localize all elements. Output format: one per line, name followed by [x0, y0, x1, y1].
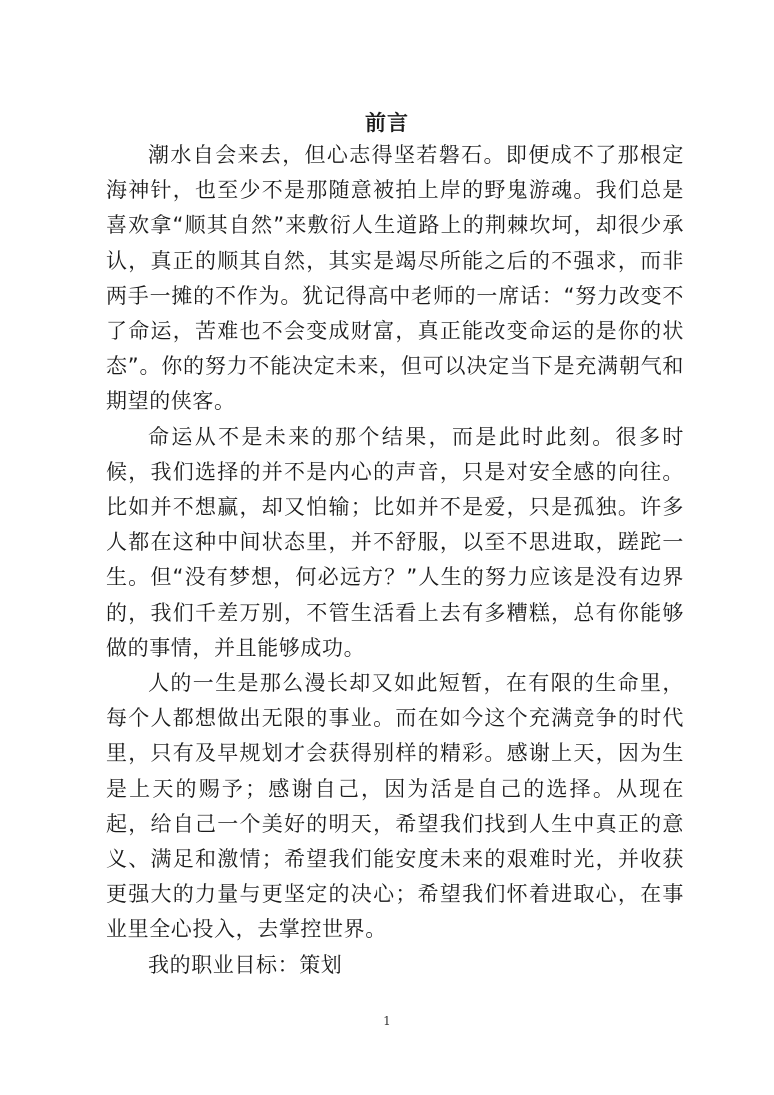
document-body	[106, 138, 684, 983]
paragraph-3: 人的一生是那么漫长却又如此短暂，在有限的生命里，每个人都想做出无限的事业。而在如今这个充满竞争的时代里，只有及早规划才会获得别样的精彩。感谢上天，因为生是上天的赐予；感谢自己，因为活是自己的选择。从现在起，给自己一个美好的明天，希望我们找到人生中真正的意义、满足和激情；希望我们能安度未来的艰难时光，并收获更强大的力量与更坚定的决心；希望我们怀着进取心，在事业里全心投入，去掌控世界。	[106, 671, 684, 942]
paragraph-1: 潮水自会来去，但心志得坚若磐石。即便成不了那根定海神针，也至少不是那随意被拍上岸的野鬼游魂。我们总是喜欢拿“顺其自然”来敷衍人生道路上的荆棘坎坷，却很少承认，真正的顺其自然，其实是竭尽所能之后的不强求，而非两手一摊的不作为。犹记得高中老师的一席话：“努力改变不了命运，苦难也不会变成财富，真正能改变命运的是你的状态”。你的努力不能决定未来，但可以决定当下是充满朝气和期望的侠客。	[106, 143, 684, 414]
page-title: 前言	[365, 111, 409, 135]
page-number: 1	[383, 1014, 391, 1028]
paragraph-2: 命运从不是未来的那个结果，而是此时此刻。很多时候，我们选择的并不是内心的声音，只是对安全感的向往。比如并不想赢，却又怕输；比如并不是爱，只是孤独。许多人都在这种中间状态里，并不舒服，以至不思进取，蹉跎一生。但“没有梦想，何必远方？”人生的努力应该是没有边界的，我们千差万别，不管生活看上去有多糟糕，总有你能够做的事情，并且能够成功。	[106, 424, 684, 660]
career-goal-line: 我的职业目标：策划	[148, 952, 343, 977]
